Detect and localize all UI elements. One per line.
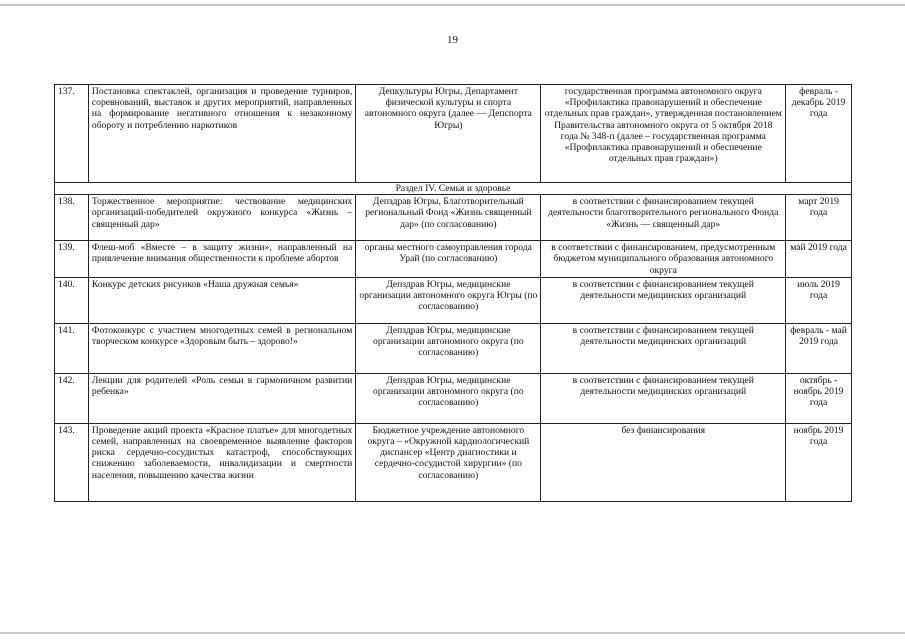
activity-cell: Проведение акций проекта «Красное платье» для многодетных семей, направленных на своевременное выявление факторов риска сердечно-сосудистых катастроф, способствующих снижению заболеваемости, инвалидизации и смертности населения, повышению качества жизни [88, 423, 355, 501]
term-cell: октябрь - ноябрь 2019 года [786, 373, 852, 423]
term-cell: февраль - декабрь 2019 года [786, 85, 852, 183]
financing-cell: в соответствии с финансированием текущей деятельности медицинских организаций [541, 277, 786, 323]
row-number: 143. [55, 423, 89, 501]
row-number: 140. [55, 277, 89, 323]
executor-cell: Депздрав Югры, медицинские организации автономного округа Югры (по согласованию) [356, 277, 541, 323]
financing-cell: государственная программа автономного округа «Профилактика правонарушений и обеспечение отдельных прав граждан», утвержденная постановлением Правительства автономного округа от 5 октября 2018 года № 348-п (далее – государственная программа «Профилактика правонарушений и обеспечение отдельных прав граждан») [541, 85, 786, 183]
table-row [55, 195, 852, 241]
table-row [55, 241, 852, 278]
row-number: 139. [55, 241, 89, 278]
table-row [55, 373, 852, 423]
scan-edge-bottom [0, 632, 905, 634]
executor-cell: Депздрав Югры, Благотворительный региональный Фонд «Жизнь священный дар» (по согласованию) [356, 195, 541, 241]
executor-cell: Депздрав Югры, медицинские организации автономного округа (по согласованию) [356, 373, 541, 423]
term-cell: февраль - май 2019 года [786, 323, 852, 373]
financing-cell: в соответствии с финансированием текущей деятельности медицинских организаций [541, 373, 786, 423]
activity-cell: Фотоконкурс с участием многодетных семей в региональном творческом конкурсе «Здоровым быть – здорово!» [88, 323, 355, 373]
term-cell: ноябрь 2019 года [786, 423, 852, 501]
executor-cell: Бюджетное учреждение автономного округа – «Окружной кардиологический диспансер «Центр диагностики и сердечно-сосудистой хирургии» (по согласованию) [356, 423, 541, 501]
financing-cell: без финансирования [541, 423, 786, 501]
table-row [55, 85, 852, 183]
section-header-row [55, 183, 852, 195]
measures-table [54, 84, 852, 502]
activity-cell: Флеш-моб «Вместе – в защиту жизни», направленный на привлечение внимания общественности к проблеме абортов [88, 241, 355, 278]
section-title: Раздел IV. Семья и здоровье [55, 183, 852, 195]
activity-cell: Постановка спектаклей, организация и проведение турниров, соревнований, выставок и других мероприятий, направленных на формирование негативного отношения к незаконному обороту и потреблению наркотиков [88, 85, 355, 183]
executor-cell: органы местного самоуправления города Урай (по согласованию) [356, 241, 541, 278]
term-cell: март 2019 года [786, 195, 852, 241]
activity-cell: Конкурс детских рисунков «Наша дружная семья» [88, 277, 355, 323]
term-cell: июль 2019 года [786, 277, 852, 323]
financing-cell: в соответствии с финансированием, предусмотренным бюджетом муниципального образования автономного округа [541, 241, 786, 278]
row-number: 141. [55, 323, 89, 373]
financing-cell: в соответствии с финансированием текущей деятельности благотворительного регионального Фонда «Жизнь — священный дар» [541, 195, 786, 241]
table-row [55, 323, 852, 373]
executor-cell: Депкультуры Югры, Департамент физической культуры и спорта автономного округа (далее — Депспорта Югры) [356, 85, 541, 183]
row-number: 138. [55, 195, 89, 241]
activity-cell: Лекции для родителей «Роль семьи в гармоничном развитии ребенка» [88, 373, 355, 423]
table-row [55, 423, 852, 501]
page-number: 19 [447, 34, 458, 46]
term-cell: май 2019 года [786, 241, 852, 278]
row-number: 142. [55, 373, 89, 423]
table-row [55, 277, 852, 323]
scan-edge-top [0, 4, 905, 6]
activity-cell: Торжественное мероприятие: чествование медицинских организаций-победителей окружного конкурса «Жизнь – священный дар» [88, 195, 355, 241]
financing-cell: в соответствии с финансированием текущей деятельности медицинских организаций [541, 323, 786, 373]
executor-cell: Депздрав Югры, медицинские организации автономного округа (по согласованию) [356, 323, 541, 373]
row-number: 137. [55, 85, 89, 183]
